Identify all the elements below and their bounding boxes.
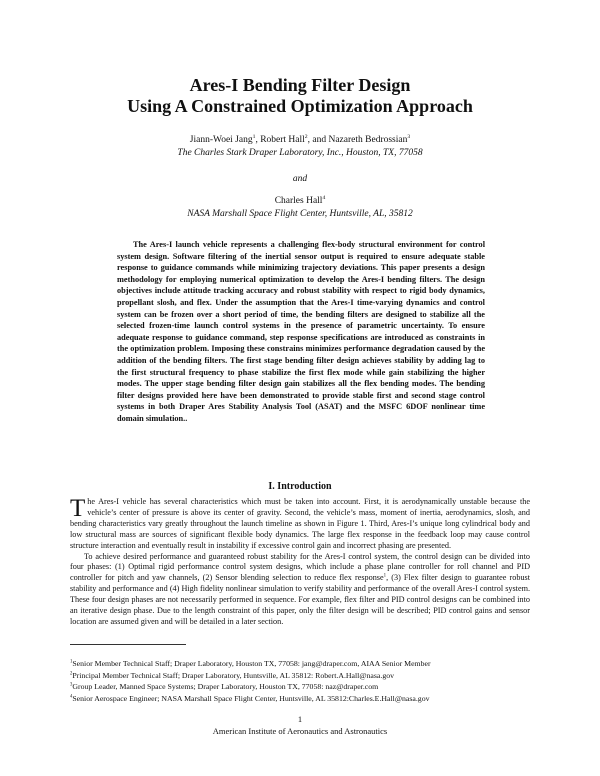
footnote-text: Senior Aerospace Engineer; NASA Marshall Space Flight Center, Huntsville, AL 35812:Charles.E.Hall@nasa.gov [72,693,430,703]
paragraph [70,552,530,628]
author-name: Charles Hall [274,196,323,206]
footnote-mark: 4 [70,693,73,699]
section-body [70,497,530,628]
footnotes [70,658,540,704]
footnote-mark: 2 [304,133,308,140]
author-name: and Nazareth Bedrossian [312,135,408,145]
footnote-text: Group Leader, Manned Space Systems; Draper Laboratory, Houston TX, 77058: naz@draper.com [72,682,379,691]
footnote-text: Senior Member Technical Staff; Draper Laboratory, Houston TX, 77058: jang@draper.com, AIAA Senior Member [72,659,431,668]
author-name: Jiann-Woei Jang [189,135,253,145]
author-line-1: Jiann-Woei Jang$^1$, Robert Hall$^2$, and Nazareth Bedrossian$^3$ [189,133,411,145]
paragraph-text: , (3) Flex filter design to guarantee robust stability and performance and (4) High fidelity nonlinear simulation to verify stability and performance of the overall Ares-I control system. These four design phases are not necessarily performed in sequence. For example, flex filter and PID control designs can be combined into an iterative design phase. Due to the length constraint of this paper, only the filter design will be described; PID control gains and sensor location are assumed given and will be detailed in a later section. [70,573,531,626]
page-footer-organization: American Institute of Aeronautics and Astronautics [212,726,388,736]
footnote-rule [70,644,186,645]
footnote-mark: 2 [70,670,73,676]
footnote [70,670,540,682]
paragraph-text: To achieve desired performance and guaranteed robust stability for the Ares-I control system, the control design can be divided into four phases: (1) Optimal rigid performance control system designs, which include a phase plane controller for roll channel and PID controller for pitch and yaw channels, (2) Sensor blending selection to reduce flex response [70,551,530,583]
reference-mark: 1 [383,573,387,579]
author-affiliation-1: The Charles Stark Draper Laboratory, Inc., Houston, TX, 77058 [177,148,423,158]
paper-title-line-1: Ares-I Bending Filter Design [189,75,411,95]
page-number: 1 [297,714,303,724]
author-name: Robert Hall [260,135,305,145]
footnote-mark: 3 [70,682,73,688]
footnote-mark: 1 [70,659,73,665]
footnote [70,658,540,670]
footnote-mark: 3 [407,133,411,140]
section-heading: I. Introduction [268,481,332,492]
abstract-text: The Ares-I launch vehicle represents a challenging flex-body structural environment for control system design. Software filtering of the inertial sensor output is required to ensure adequate stable response to guidance commands while minimizing trajectory deviations. This paper presents a design methodology for employing numerical optimization to develop the Ares-I bending filters. The design objectives include attitude tracking accuracy and robust stability with respect to rigid body dynamics, propellant slosh, and flex. Under the assumption that the Ares-I time-varying dynamics and control system can be frozen over a short period of time, the bending filters are designed to stabilize all the selected frozen-time launch control systems in the presence of parametric uncertainty. To ensure adequate response to guidance command, step response specifications are introduced as constraints in the optimization problem. Imposing these constrains minimizes performance degradation caused by the addition of the bending filters. The first stage bending filter design achieves stability by adding lag to the first structural frequency to phase stabilize the first flex mode while gain stabilizing the higher modes. The upper stage bending filter design gain stabilizes all the flex bending modes. The bending filter designs provided here have been demonstrated to provide stable first and second stage control systems in both Draper Ares Stability Analysis Tool (ASAT) and the MSFC 6DOF nonlinear time domain simulation.. [117,240,485,423]
footnote-mark: 4 [322,194,326,201]
author-affiliation-2: NASA Marshall Space Flight Center, Huntsville, AL, 35812 [187,209,413,219]
footnote-mark: 1 [252,133,256,140]
footnote [70,693,540,705]
author-line-2 [0,195,600,207]
paragraph [70,497,530,552]
paper-title-line-2: Using A Constrained Optimization Approach [127,96,473,116]
drop-cap: T [70,495,86,522]
paragraph-text: he Ares-I vehicle has several characteristics which must be taken into account. First, it is aerodynamically unstable because the vehicle’s center of pressure is above its center of gravity. Second, the vehicle’s mass, moment of inertia, aerodynamics, slosh, and bending characteristics vary greatly throughout the launch timeline as shown in Figure 1. Third, Ares-I’s unique long cylindrical body and low structural mass are sources of significant flexible body dynamics. The large flex response in the feedback loop may cause control structure interaction and eventually result in instability if excessive control gain and incorrect phasing are presented. [70,497,530,550]
footnote [70,681,540,693]
abstract [117,239,485,425]
author-conjunction: and [292,174,308,184]
footnote-text: Principal Member Technical Staff; Draper Laboratory, Huntsville, AL 35812: Robert.A.Hall@nasa.gov [72,670,395,680]
